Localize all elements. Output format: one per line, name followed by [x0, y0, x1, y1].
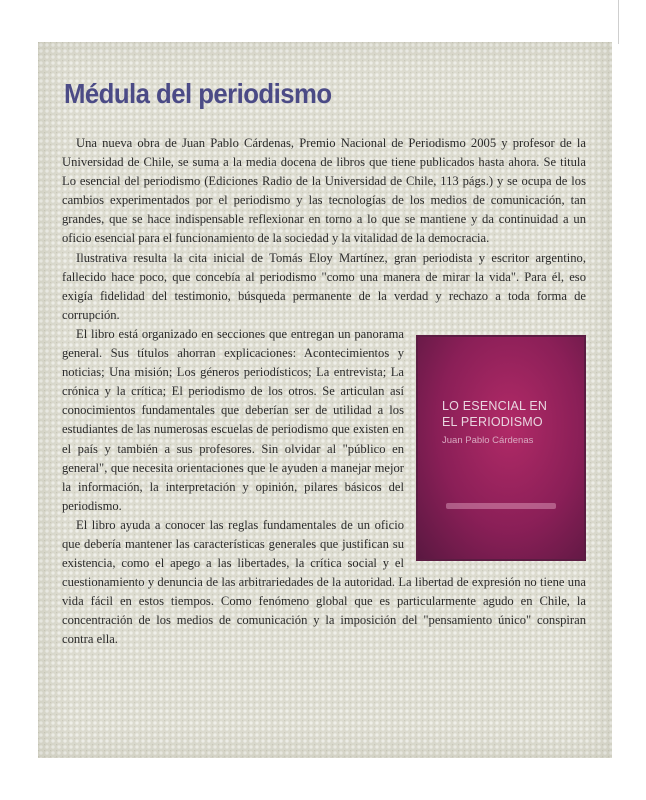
- paragraph-3: El libro está organizado en secciones que entregan un panorama general. Sus títulos ahorran explicaciones: Acontecimientos y noticias; Una misión; Los géneros periodísticos; La entrevista; La crónica y la crítica; El periodismo de los otros. Se articulan así conocimientos fundamentales que deberían ser de utilidad a los estudiantes de las numerosas escuelas de periodismo que existen en el país y también a sus profesores. Sin olvidar al "público en general", que necesita orientaciones que le ayuden a manejar mejor la información, la interpretación y opinión, pilares básicos del periodismo.: [62, 326, 404, 513]
- book-cover-publisher-mark: [446, 503, 556, 509]
- book-cover-title-line2: EL PERIODISMO: [442, 414, 543, 429]
- article-title: Médula del periodismo: [64, 78, 332, 109]
- book-cover-title-line1: LO ESENCIAL EN: [442, 398, 548, 413]
- paragraph-2: Ilustrativa resulta la cita inicial de Tomás Eloy Martínez, gran periodista y escritor argentino, fallecido hace poco, que concebía al periodismo "como una manera de mirar la vida". Para él, eso exigía fidelidad del testimonio, búsqueda permanente de la verdad y rechazo a toda forma de corrupción.: [62, 250, 586, 322]
- book-cover-subtitle: Juan Pablo Cárdenas: [442, 434, 534, 446]
- page-edge-line: [612, 0, 619, 44]
- book-cover-image: [416, 335, 586, 561]
- book-cover: [418, 337, 584, 559]
- article-body: [62, 134, 586, 650]
- paragraph-4: El libro ayuda a conocer las reglas fundamentales de un oficio que debería mantener las características generales que justifican su existencia, como el apego a las libertades, la crítica social y el cuestionamiento y denuncia de las arbitrariedades de la autoridad. La libertad de expresión no tiene una vida fácil en estos tiempos. Como fenómeno global que es particularmente agudo en Chile, la concentración de los medios de comunicación y la imposición del "pensamiento único" conspiran contra ella.: [62, 517, 586, 647]
- paragraph-1: Una nueva obra de Juan Pablo Cárdenas, Premio Nacional de Periodismo 2005 y profesor de la Universidad de Chile, se suma a la media docena de libros que tiene publicados hasta ahora. Se titula Lo esencial del periodismo (Ediciones Radio de la Universidad de Chile, 113 págs.) y se ocupa de los cambios experimentados por el periodismo y las tecnologías de los medios de comunicación, tan grandes, que se hace indispensable reflexionar en torno a lo que se mantiene y da continuidad a un oficio esencial para el funcionamiento de la sociedad y la vitalidad de la democracia.: [62, 136, 586, 246]
